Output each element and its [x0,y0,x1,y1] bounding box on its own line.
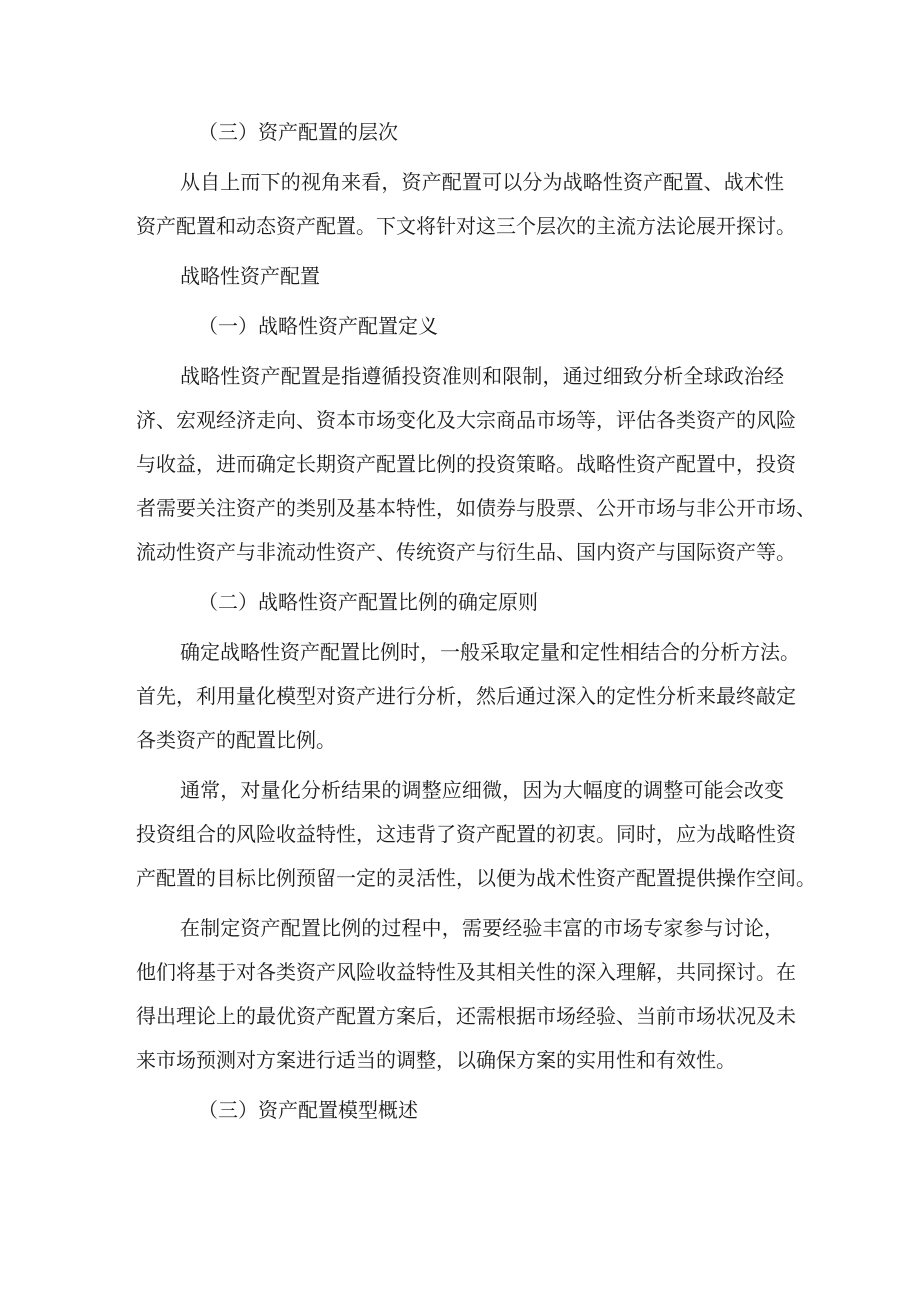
heading-strategic-definition: （一）战略性资产配置定义 [198,314,438,338]
paragraph-line: 济、宏观经济走向、资本市场变化及大宗商品市场等，评估各类资产的风险 [136,408,796,432]
paragraph-line: 各类资产的配置比例。 [136,728,336,752]
paragraph-line: 产配置的目标比例预留一定的灵活性，以便为战术性资产配置提供操作空间。 [136,866,816,890]
paragraph-line: 首先，利用量化模型对资产进行分析，然后通过深入的定性分析来最终敲定 [136,684,796,708]
paragraph-line: 来市场预测对方案进行适当的调整，以确保方案的实用性和有效性。 [136,1048,736,1072]
paragraph-line: 战略性资产配置是指遵循投资准则和限制，通过细致分析全球政治经 [180,364,784,388]
paragraph-line: 与收益，进而确定长期资产配置比例的投资策略。战略性资产配置中，投资 [136,452,796,476]
paragraph-line: 确定战略性资产配置比例时，一般采取定量和定性相结合的分析方法。 [180,640,800,664]
paragraph-line: 得出理论上的最优资产配置方案后，还需根据市场经验、当前市场状况及未 [136,1004,796,1028]
paragraph-line: 资产配置和动态资产配置。下文将针对这三个层次的主流方法论展开探讨。 [136,214,796,238]
paragraph-line: 从自上而下的视角来看，资产配置可以分为战略性资产配置、战术性 [180,170,784,194]
heading-allocation-levels: （三）资产配置的层次 [198,120,398,144]
paragraph-line: 投资组合的风险收益特性，这违背了资产配置的初衷。同时，应为战略性资 [136,822,796,846]
paragraph-line: 他们将基于对各类资产风险收益特性及其相关性的深入理解，共同探讨。在 [136,960,796,984]
paragraph-line: 者需要关注资产的类别及基本特性，如债券与股票、公开市场与非公开市场、 [136,496,816,520]
paragraph-line: 通常，对量化分析结果的调整应细微，因为大幅度的调整可能会改变 [180,778,784,802]
paragraph-line: 流动性资产与非流动性资产、传统资产与衍生品、国内资产与国际资产等。 [136,540,796,564]
paragraph-line: 在制定资产配置比例的过程中，需要经验丰富的市场专家参与讨论， [180,916,784,940]
heading-ratio-principle: （二）战略性资产配置比例的确定原则 [198,590,538,614]
heading-allocation-models: （三）资产配置模型概述 [198,1098,418,1122]
section-title-strategic: 战略性资产配置 [180,264,320,288]
